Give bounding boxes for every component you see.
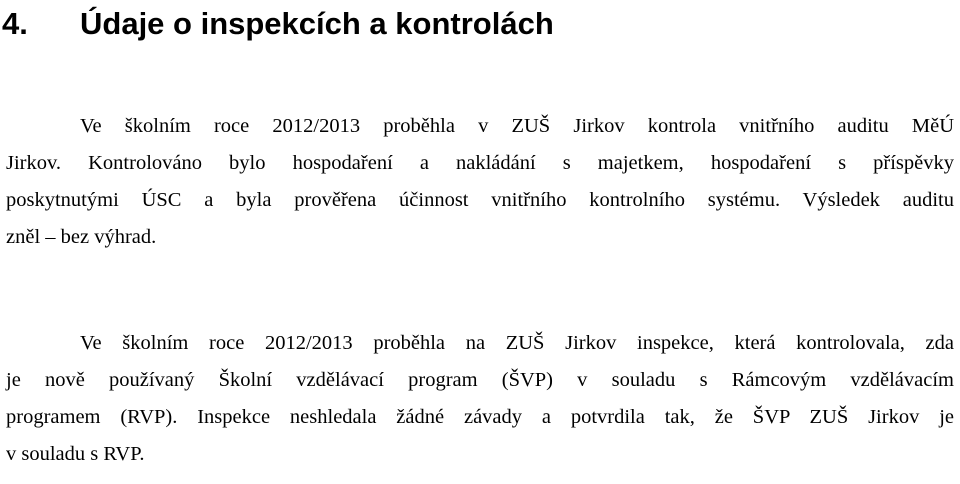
section-heading [2,2,554,46]
paragraph-line: Jirkov. Kontrolováno bylo hospodaření a nakládání s majetkem, hospodaření s příspěvky [6,152,954,174]
paragraph-line: programem (RVP). Inspekce neshledala žádné závady a potvrdila tak, že ŠVP ZUŠ Jirkov je [6,406,954,428]
paragraph-line: Ve školním roce 2012/2013 proběhla v ZUŠ Jirkov kontrola vnitřního auditu MěÚ [80,115,954,137]
section-title: Údaje o inspekcích a kontrolách [80,6,554,41]
paragraph-audit [6,108,954,256]
paragraph-line: zněl – bez výhrad. [6,226,157,248]
paragraph-line: Ve školním roce 2012/2013 proběhla na ZUŠ Jirkov inspekce, která kontrolovala, zda [80,332,954,354]
paragraph-line: v souladu s RVP. [6,443,145,465]
paragraph-inspection [6,325,954,473]
section-number: 4. [2,6,28,41]
paragraph-line: poskytnutými ÚSC a byla prověřena účinnost vnitřního kontrolního systému. Výsledek auditu [6,189,954,211]
paragraph-line: je nově používaný Školní vzdělávací program (ŠVP) v souladu s Rámcovým vzdělávacím [6,369,954,391]
